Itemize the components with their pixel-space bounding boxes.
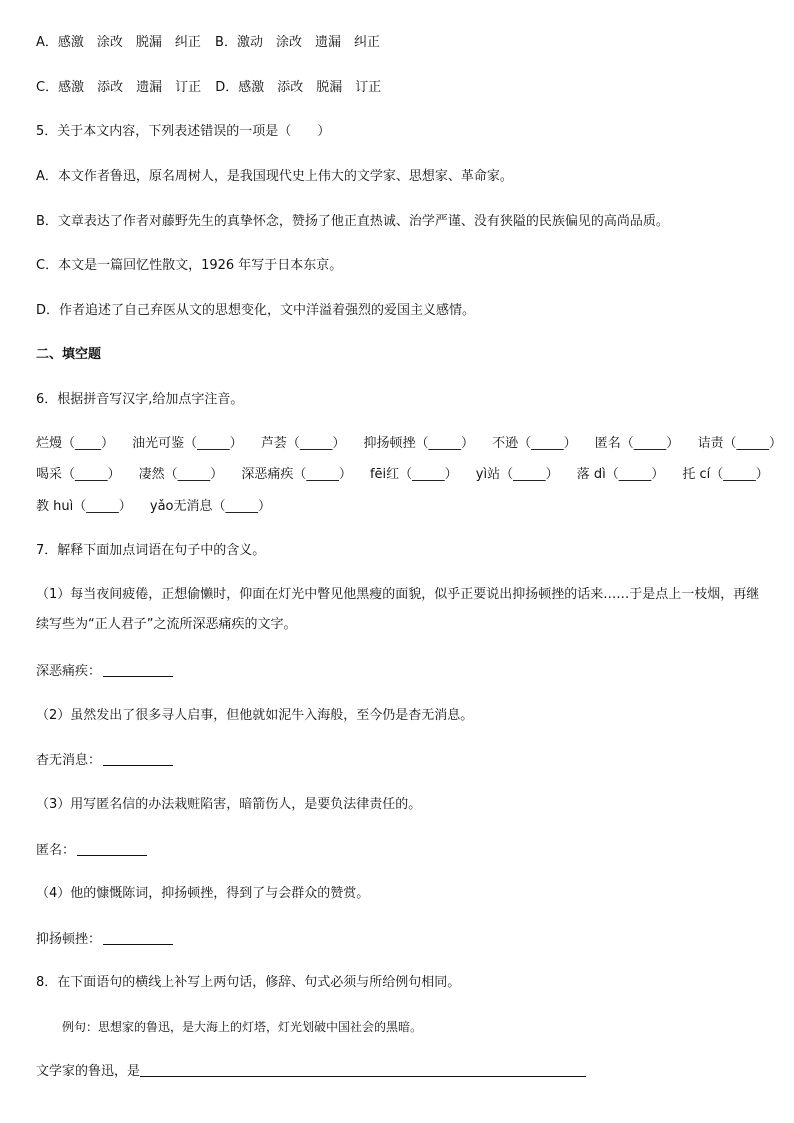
answer-blank[interactable] bbox=[77, 841, 147, 856]
q5-option-c: C．本文是一篇回忆性散文，1926 年写于日本东京。 bbox=[36, 258, 343, 273]
q6-row-3 bbox=[36, 498, 285, 516]
q6-item: 匿名（_____） bbox=[594, 436, 680, 451]
q7-sentence-3: （3）用写匿名信的办法栽赃陷害，暗箭伤人，是要负法律责任的。 bbox=[36, 797, 422, 812]
q6-item: 不逊（_____） bbox=[492, 436, 577, 451]
q5-option-a: A．本文作者鲁迅，原名周树人，是我国现代史上伟大的文学家、思想家、革命家。 bbox=[36, 169, 513, 184]
q6-item: yì站（_____） bbox=[475, 467, 559, 482]
q5-stem: 5．关于本文内容，下列表述错误的一项是（ ） bbox=[36, 124, 331, 139]
q6-item: 落 dì（_____） bbox=[576, 467, 665, 482]
q7-sentence-4: （4）他的慷慨陈词，抑扬顿挫，得到了与会群众的赞赏。 bbox=[36, 886, 370, 901]
q7-answer-2 bbox=[36, 751, 173, 770]
answer-blank[interactable] bbox=[140, 1062, 586, 1077]
q5-option-d: D．作者追述了自己弃医从文的思想变化，文中洋溢着强烈的爱国主义感情。 bbox=[36, 303, 476, 318]
q6-item: yǎo无消息（_____） bbox=[149, 499, 271, 514]
q8-stem: 8．在下面语句的横线上补写上两句话，修辞、句式必须与所给例句相同。 bbox=[36, 975, 461, 990]
q4-options-ab bbox=[36, 34, 380, 52]
q6-item: 喝采（_____） bbox=[36, 467, 121, 482]
q6-item: 诘责（_____） bbox=[697, 436, 782, 451]
q4-option-b: B．激动 涂改 遗漏 纠正 bbox=[215, 35, 380, 50]
q6-item: 油光可鉴（_____） bbox=[132, 436, 243, 451]
q6-item: 芦荟（_____） bbox=[260, 436, 346, 451]
answer-blank[interactable] bbox=[103, 930, 173, 945]
q8-answer-prefix: 文学家的鲁迅，是 bbox=[36, 1064, 141, 1079]
q6-item: 深恶痛疾（_____） bbox=[241, 467, 352, 482]
q6-item: 凄然（_____） bbox=[138, 467, 224, 482]
q4-option-a: A．感激 涂改 脱漏 纠正 bbox=[36, 35, 201, 50]
answer-blank[interactable] bbox=[103, 662, 173, 677]
q7-answer-4 bbox=[36, 930, 173, 949]
q6-item: 烂熳（____） bbox=[36, 436, 115, 451]
q8-answer bbox=[36, 1062, 586, 1081]
q7-sentence-2: （2）虽然发出了很多寻人启事，但他就如泥牛入海般，至今仍是杳无消息。 bbox=[36, 708, 474, 723]
q7-answer-1 bbox=[36, 662, 173, 681]
q7-answer-3 bbox=[36, 841, 147, 860]
q7-answer-label: 抑扬顿挫： bbox=[36, 932, 102, 947]
q6-item: 托 cí（_____） bbox=[682, 467, 769, 482]
q7-answer-label: 匿名： bbox=[36, 843, 76, 858]
q7-stem: 7．解释下面加点词语在句子中的含义。 bbox=[36, 543, 266, 558]
q6-item: 教 huì（_____） bbox=[36, 499, 132, 514]
q6-row-1 bbox=[36, 435, 782, 453]
q7-sentence-1: （1）每当夜间疲倦，正想偷懒时，仰面在灯光中瞥见他黑瘦的面貌，似乎正要说出抑扬顿挫的话来……于是点上一枝烟，再继续写些为“正人君子”之流所深恶痛疾的文字。 bbox=[36, 587, 760, 632]
q4-options-cd bbox=[36, 79, 381, 97]
answer-blank[interactable] bbox=[103, 751, 173, 766]
q6-row-2 bbox=[36, 466, 769, 484]
section-heading: 二、填空题 bbox=[36, 347, 102, 362]
q7-answer-label: 深恶痛疾： bbox=[36, 664, 102, 679]
q5-option-b: B．文章表达了作者对藤野先生的真挚怀念，赞扬了他正直热诚、治学严谨、没有狭隘的民族偏见的高尚品质。 bbox=[36, 214, 669, 229]
q6-item: fēi红（_____） bbox=[369, 467, 458, 482]
q6-stem: 6．根据拼音写汉字,给加点字注音。 bbox=[36, 392, 244, 407]
q4-option-d: D．感激 添改 脱漏 订正 bbox=[215, 80, 382, 95]
q8-example: 例句：思想家的鲁迅，是大海上的灯塔，灯光划破中国社会的黑暗。 bbox=[62, 1020, 423, 1034]
q7-answer-label: 杳无消息： bbox=[36, 753, 102, 768]
q4-option-c: C．感激 添改 遗漏 订正 bbox=[36, 80, 202, 95]
q6-item: 抑扬顿挫（_____） bbox=[363, 436, 474, 451]
